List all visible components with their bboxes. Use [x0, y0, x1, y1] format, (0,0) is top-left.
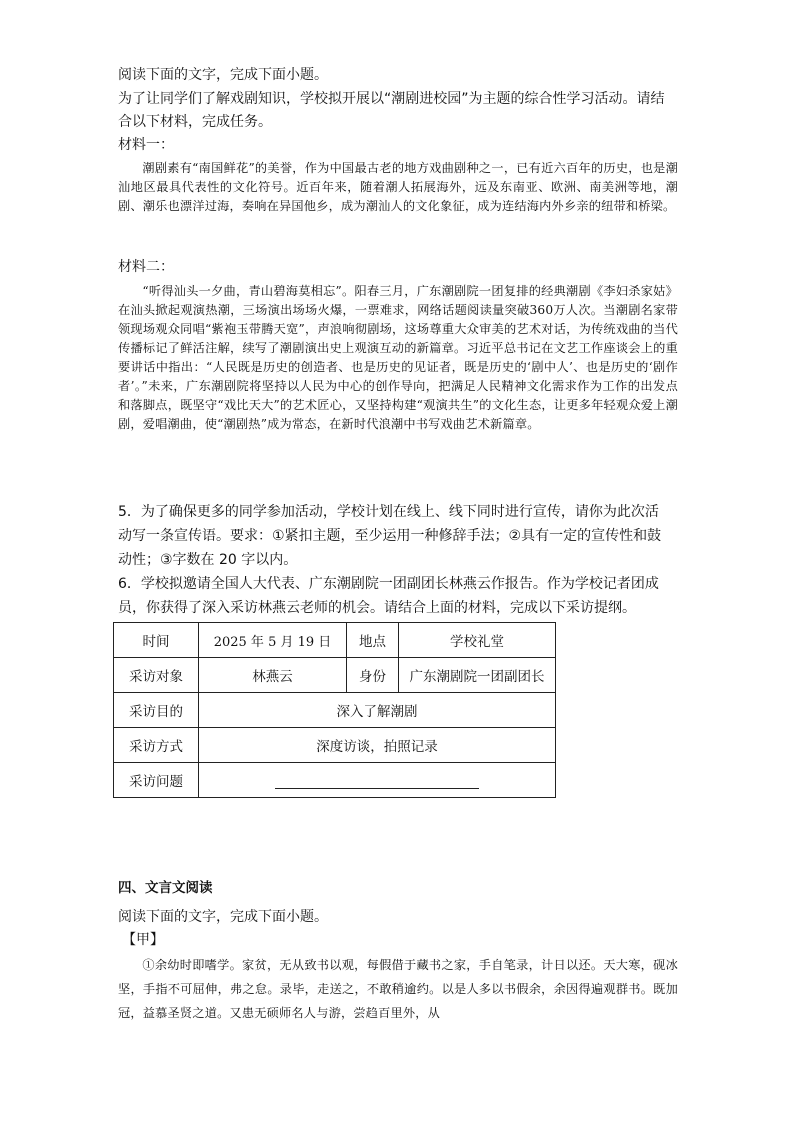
question-intro: 阅读下面的文字，完成下面小题。: [118, 67, 328, 83]
target-value: 林燕云: [199, 658, 347, 693]
question-label: 采访问题: [114, 763, 199, 798]
method-label: 采访方式: [114, 728, 199, 763]
question-answer-cell[interactable]: [199, 763, 556, 798]
table-row: [114, 693, 556, 728]
material-two-paragraph: “听得汕头一夕曲，青山碧海莫相忘”。阳春三月，广东潮剧院一团复排的经典潮剧《李妇杀家姑》在汕头掀起观演热潮，三场演出场场火爆，一票难求，网络话题阅读量突破360万人次。当潮剧名家带领现场观众同唱“紫袍玉带腾天宽”，声浪响彻剧场，这场尊重大众审美的艺术对话，为传统戏曲的当代传播标记了鲜活注解，续写了潮剧演出史上观演互动的新篇章。习近平总书记在文艺工作座谈会上的重要讲话中指出：“人民既是历史的创造者、也是历史的见证者，既是历史的‘剧中人’、也是历史的‘剧作者’。”未来，广东潮剧院将坚持以人民为中心的创作导向，把满足人民精神文化需求作为工作的出发点和落脚点，既坚守“戏比天大”的艺术匠心，又坚持构建“观演共生”的文化生态，让更多年轻观众爱上潮剧，爱唱潮曲，使“潮剧热”成为常态，在新时代浪潮中书写戏曲艺术新篇章。: [118, 284, 678, 431]
material-one-text: [118, 159, 678, 216]
table-row: [114, 623, 556, 658]
material-one-paragraph: 潮剧素有“南国鲜花”的美誉，作为中国最古老的地方戏曲剧种之一，已有近六百年的历史，也是潮汕地区最具代表性的文化符号。近百年来，随着潮人拓展海外，远及东南亚、欧洲、南美洲等地，潮剧、潮乐也漂洋过海，奏响在异国他乡，成为潮汕人的文化象征，成为连结海内外乡亲的纽带和桥梁。: [118, 161, 678, 213]
purpose-label: 采访目的: [114, 693, 199, 728]
method-value: 深度访谈，拍照记录: [199, 728, 556, 763]
time-label: 时间: [114, 623, 199, 658]
table-row: [114, 728, 556, 763]
passage-jia-text: [118, 953, 678, 1025]
place-value: 学校礼堂: [399, 623, 556, 658]
material-two-label: 材料二：: [118, 259, 174, 275]
section-four-title: 四、文言文阅读: [118, 880, 213, 896]
table-row: [114, 763, 556, 798]
question-5-line-2: 动写一条宣传语。要求：①紧扣主题，至少运用一种修辞手法；②具有一定的宣传性和鼓: [118, 528, 662, 544]
purpose-value: 深入了解潮剧: [199, 693, 556, 728]
section-four-intro: 阅读下面的文字，完成下面小题。: [118, 909, 328, 925]
material-one-label: 材料一：: [118, 137, 174, 153]
question-6-line-2: 员，你获得了深入采访林燕云老师的机会。请结合上面的材料，完成以下采访提纲。: [118, 600, 636, 616]
answer-blank-line[interactable]: [275, 772, 479, 789]
table-row: [114, 658, 556, 693]
question-5-line-3: 动性；③字数在 20 字以内。: [118, 552, 298, 568]
passage-jia-label: 【甲】: [122, 932, 164, 948]
time-value: 2025 年 5 月 19 日: [199, 623, 347, 658]
identity-value: 广东潮剧院一团副团长: [399, 658, 556, 693]
material-two-text: [118, 282, 678, 434]
identity-label: 身份: [347, 658, 399, 693]
task-line-2: 合以下材料，完成任务。: [118, 114, 272, 130]
interview-outline-table: [113, 622, 556, 798]
question-6-line-1: 6．学校拟邀请全国人大代表、广东潮剧院一团副团长林燕云作报告。作为学校记者团成: [118, 576, 659, 592]
place-label: 地点: [347, 623, 399, 658]
target-label: 采访对象: [114, 658, 199, 693]
question-5-line-1: 5．为了确保更多的同学参加活动，学校计划在线上、线下同时进行宣传，请你为此次活: [118, 504, 659, 520]
task-line-1: 为了让同学们了解戏剧知识，学校拟开展以“潮剧进校园”为主题的综合性学习活动。请结: [118, 91, 665, 107]
passage-jia-paragraph: ①余幼时即嗜学。家贫，无从致书以观，每假借于藏书之家，手自笔录，计日以还。天大寒，砚冰坚，手指不可屈伸，弗之怠。录毕，走送之，不敢稍逾约。以是人多以书假余，余因得遍观群书。既加冠，益慕圣贤之道。又患无硕师名人与游，尝趋百里外，从: [118, 958, 678, 1020]
